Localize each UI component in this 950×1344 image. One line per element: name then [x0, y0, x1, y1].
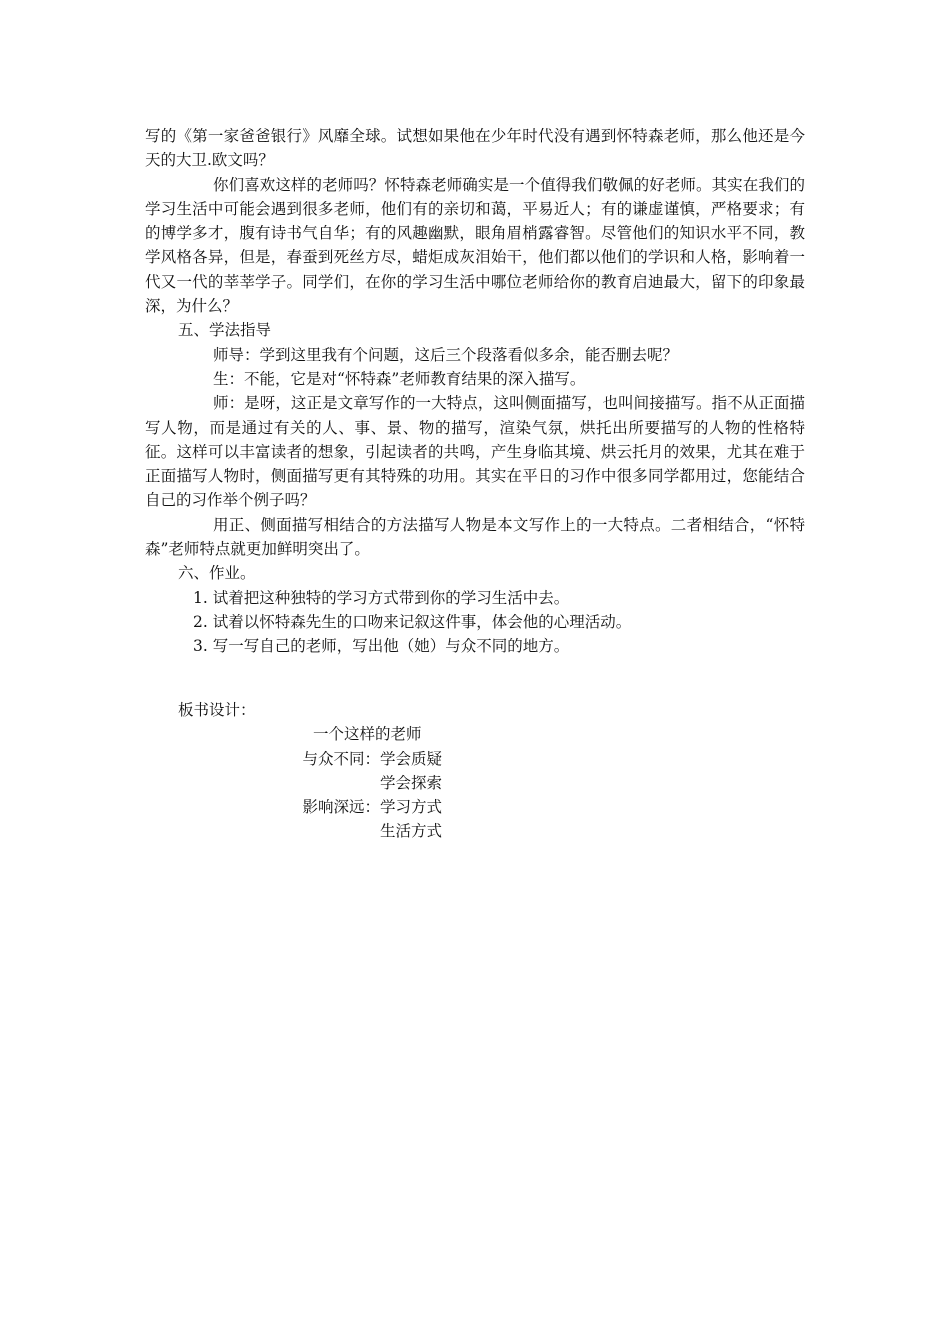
paragraph-student-answer: 生：不能，它是对“怀特森”老师教育结果的深入描写。 — [213, 369, 586, 388]
paragraph-summary: 用正、侧面描写相结合的方法描写人物是本文写作上的一大特点。二者相结合，“怀特森”老师特点就更加鲜明突出了。 — [145, 515, 805, 559]
homework-item-2: 2. 试着以怀特森先生的口吻来记叙这件事，体会他的心理活动。 — [193, 612, 632, 631]
blackboard-row — [145, 795, 805, 819]
paragraph-teacher-question: 师导：学到这里我有个问题，这后三个段落看似多余，能否删去呢？ — [213, 345, 679, 364]
blackboard-row-value: 学会探索 — [380, 773, 443, 792]
blackboard-row — [145, 771, 805, 795]
blackboard-row-value: 生活方式 — [380, 822, 443, 841]
document-body — [145, 124, 805, 659]
homework-item-1: 1. 试着把这种独特的学习方式带到你的学习生活中去。 — [193, 588, 570, 607]
blackboard-design — [145, 698, 805, 844]
blackboard-title: 一个这样的老师 — [313, 725, 422, 744]
section-heading-5: 五、学法指导 — [178, 321, 272, 340]
section-heading-6: 六、作业。 — [178, 564, 256, 583]
paragraph-side-description: 师：是呀，这正是文章写作的一大特点，这叫侧面描写，也叫间接描写。指不从正面描写人物，而是通过有关的人、事、景、物的描写，渲染气氛，烘托出所要描写的人物的性格特征。这样可以丰富读者的想象，引起读者的共鸣，产生身临其境、烘云托月的效果，尤其在难于正面描写人物时，侧面描写更有其特殊的功用。其实在平日的习作中很多同学都用过，您能结合自己的习作举个例子吗？ — [145, 394, 805, 510]
blackboard-row-key: 与众不同： — [302, 749, 380, 768]
blackboard-row-key — [145, 819, 380, 843]
blackboard-row — [145, 819, 805, 843]
homework-item-3: 3. 写一写自己的老师，写出他（她）与众不同的地方。 — [193, 637, 570, 656]
blackboard-row — [145, 747, 805, 771]
paragraph-teachers: 你们喜欢这样的老师吗？怀特森老师确实是一个值得我们敬佩的好老师。其实在我们的学习生活中可能会遇到很多老师，他们有的亲切和蔼，平易近人；有的谦虚谨慎，严格要求；有的博学多才，腹有诗书气自华；有的风趣幽默，眼角眉梢露睿智。尽管他们的知识水平不同，教学风格各异，但是，春蚕到死丝方尽，蜡炬成灰泪始干，他们都以他们的学识和人格，影响着一代又一代的莘莘学子。同学们，在你的学习生活中哪位老师给你的教育启迪最大，留下的印象最深，为什么？ — [145, 175, 805, 316]
blackboard-row-value: 学会质疑 — [380, 749, 443, 768]
blackboard-row-key: 影响深远： — [302, 798, 380, 817]
blackboard-label: 板书设计： — [178, 701, 256, 719]
blackboard-row-value: 学习方式 — [380, 798, 443, 817]
blackboard-row-key — [145, 771, 380, 795]
paragraph-intro-continuation: 写的《第一家爸爸银行》风靡全球。试想如果他在少年时代没有遇到怀特森老师，那么他还是今天的大卫.欧文吗？ — [145, 127, 805, 170]
